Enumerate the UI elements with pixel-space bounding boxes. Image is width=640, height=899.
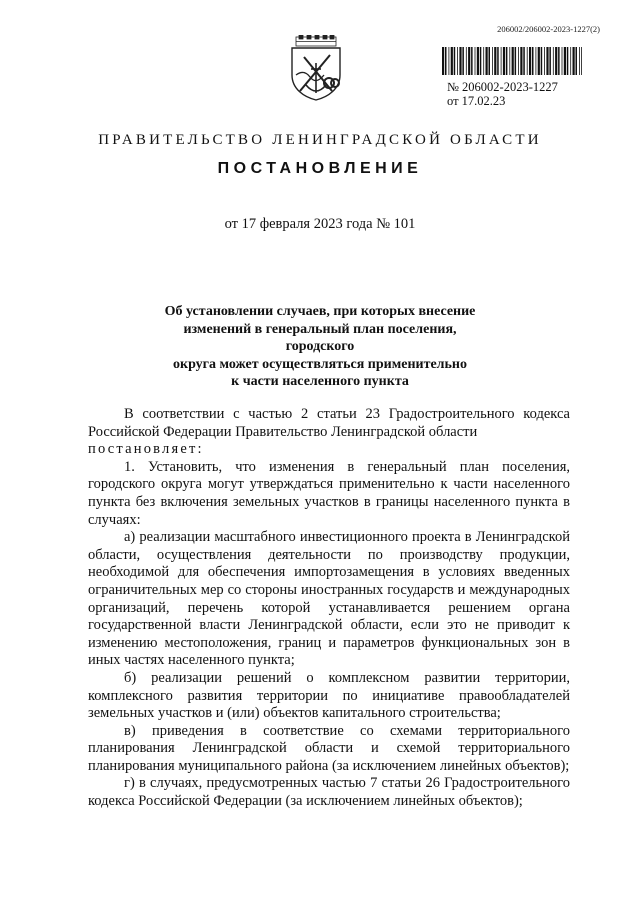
- barcode-bar: [549, 47, 551, 75]
- issuer-title: ПРАВИТЕЛЬСТВО ЛЕНИНГРАДСКОЙ ОБЛАСТИ: [98, 132, 542, 148]
- barcode-bar: [515, 47, 517, 75]
- barcode-bar: [509, 47, 510, 75]
- barcode-bar: [449, 47, 450, 75]
- document-type: ПОСТАНОВЛЕНИЕ: [217, 160, 423, 177]
- registration-number: № 206002-2023-1227: [447, 80, 558, 94]
- title-line: изменений в генеральный план поселения, городского: [183, 321, 457, 354]
- title-line: к части населенного пункта: [231, 374, 409, 389]
- decree-title: [150, 303, 490, 391]
- barcode-bar: [497, 47, 499, 75]
- barcode-bar: [527, 47, 528, 75]
- barcode-bar: [573, 47, 575, 75]
- barcode-bar: [579, 47, 580, 75]
- barcode-bar: [454, 47, 456, 75]
- barcode-bar: [506, 47, 508, 75]
- preamble-text: В соответствии с частью 2 статьи 23 Градостроительного кодекса Российской Федерации Правительство Ленинградской области: [88, 406, 570, 440]
- barcode-bar: [503, 47, 505, 75]
- barcode-bar: [512, 47, 514, 75]
- barcode-bar: [553, 47, 554, 75]
- barcode-bar: [536, 47, 537, 75]
- barcode-bar: [459, 47, 461, 75]
- barcode-bar: [518, 47, 519, 75]
- title-line: округа может осуществляться применительно: [173, 356, 467, 372]
- barcode-bar: [442, 47, 444, 75]
- barcode-bar: [468, 47, 470, 75]
- barcode-bar: [529, 47, 531, 75]
- barcode-bar: [466, 47, 467, 75]
- barcode-bar: [457, 47, 458, 75]
- barcode-bar: [492, 47, 493, 75]
- barcode-bar: [451, 47, 453, 75]
- barcode-bar: [541, 47, 543, 75]
- barcode-bar: [558, 47, 560, 75]
- item-1: 1. Установить, что изменения в генеральный план поселения, городского округа могут утверждаться применительно к части населенного пункта без включения земельных участков в границы населенного пункта в случаях:: [88, 458, 570, 528]
- barcode-bar: [480, 47, 482, 75]
- title-line: Об установлении случаев, при которых внесение: [164, 304, 476, 319]
- barcode-bar: [562, 47, 563, 75]
- barcode-bar: [520, 47, 522, 75]
- registration-date: от 17.02.23: [447, 94, 506, 108]
- decree-date-line: от 17 февраля 2023 года № 101: [224, 216, 416, 232]
- barcode-bar: [486, 47, 488, 75]
- preamble-paragraph: [88, 406, 570, 459]
- barcode-bar: [477, 47, 479, 75]
- item-b: б) реализации решений о комплексном развитии территории, комплексного развития территории по инициативе правообладателей земельных участков и (или) объектов капитального строительства;: [88, 669, 570, 722]
- coat-of-arms-icon: [282, 35, 350, 101]
- barcode-bar: [564, 47, 566, 75]
- barcode-bar: [576, 47, 578, 75]
- item-g: г) в случаях, предусмотренных частью 7 статьи 26 Градостроительного кодекса Российской Федерации (за исключением линейных объектов);: [88, 775, 570, 810]
- barcode-bar: [567, 47, 569, 75]
- barcode-bar: [494, 47, 496, 75]
- item-v: в) приведения в соответствие со схемами территориального планирования Ленинградской области и схемой территориального планирования муниципального района (за исключением линейных объектов);: [88, 722, 570, 774]
- barcode-bar: [544, 47, 545, 75]
- barcode-bar: [489, 47, 491, 75]
- item-a: а) реализации масштабного инвестиционного проекта в Ленинградской области, осуществления деятельности по производству продукции, необходимой для обеспечения импортозамещения в условиях введенных ограничительных мер со стороны иностранных государств и международных организаций, перечень которой устанавливается решением органа государственной власти Ленинградской области, если это не приводит к изменению местоположения, границ и параметров функциональных зон в иных частях населенного пункта;: [88, 529, 570, 669]
- resolves-word: постановляет:: [88, 441, 204, 458]
- barcode-bar: [581, 47, 582, 75]
- registration-block: [447, 80, 558, 108]
- barcode-bar: [532, 47, 534, 75]
- barcode-bar: [501, 47, 502, 75]
- barcode-icon: [442, 47, 582, 75]
- barcode-bar: [546, 47, 548, 75]
- barcode-bar: [462, 47, 464, 75]
- barcode-bar: [475, 47, 476, 75]
- barcode-bar: [538, 47, 540, 75]
- barcode-bar: [555, 47, 557, 75]
- decree-body: [88, 406, 570, 811]
- document-code: 206002/206002-2023-1227(2): [497, 24, 600, 34]
- barcode-bar: [570, 47, 571, 75]
- barcode-bar: [523, 47, 525, 75]
- barcode-bar: [483, 47, 484, 75]
- barcode-bar: [471, 47, 473, 75]
- barcode-bar: [445, 47, 447, 75]
